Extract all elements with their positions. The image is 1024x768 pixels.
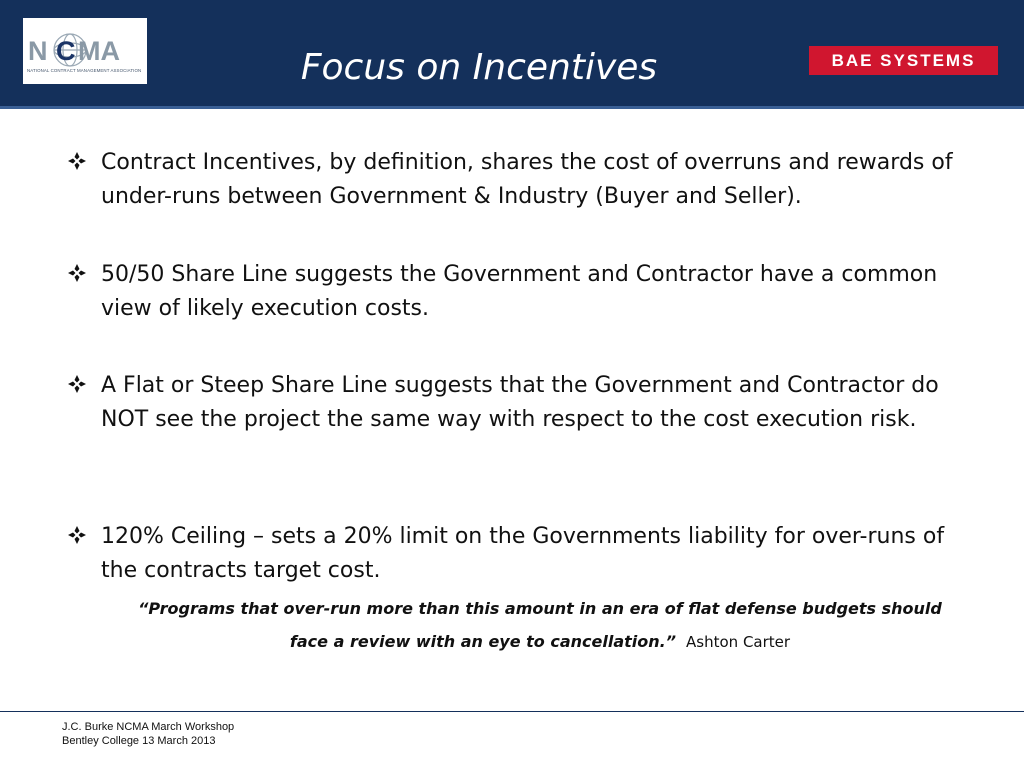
diamond-bullet-icon [67, 374, 87, 394]
quote-author: Ashton Carter [686, 633, 791, 651]
diamond-bullet-icon [67, 151, 87, 171]
diamond-bullet-icon [67, 263, 87, 283]
bullet-text: Contract Incentives, by definition, shares the cost of overruns and rewards of under-runs between Government & Industry (Buyer and Seller). [101, 150, 953, 209]
bullet-text: A Flat or Steep Share Line suggests that the Government and Contractor do NOT see the project the same way with respect to the cost execution risk. [101, 373, 939, 432]
bae-systems-logo-icon [809, 46, 998, 75]
quote-text: “Programs that over-run more than this amount in an era of flat defense budgets should face a review with an eye to cancellation.” [138, 599, 942, 651]
bae-systems-logo-label: BAE SYSTEMS [831, 51, 976, 70]
footer-line: Bentley College 13 March 2013 [62, 735, 216, 747]
footer-line: J.C. Burke NCMA March Workshop [62, 721, 235, 733]
svg-text:MA: MA [78, 36, 120, 66]
slide-title: Focus on Incentives [300, 47, 658, 88]
bullet-text: 120% Ceiling – sets a 20% limit on the Governments liability for over-runs of the contracts target cost. [101, 524, 945, 583]
title-bar-underline [0, 106, 1024, 109]
bullet-text: 50/50 Share Line suggests the Government and Contractor have a common view of likely execution costs. [101, 262, 938, 321]
svg-text:C: C [56, 36, 76, 66]
footer-divider [0, 711, 1024, 712]
quote-block [120, 592, 960, 659]
footer [62, 720, 234, 748]
diamond-bullet-icon [67, 525, 87, 545]
ncma-logo-subtext: NATIONAL CONTRACT MANAGEMENT ASSOCIATION [27, 68, 142, 73]
svg-text:N: N [28, 36, 48, 66]
